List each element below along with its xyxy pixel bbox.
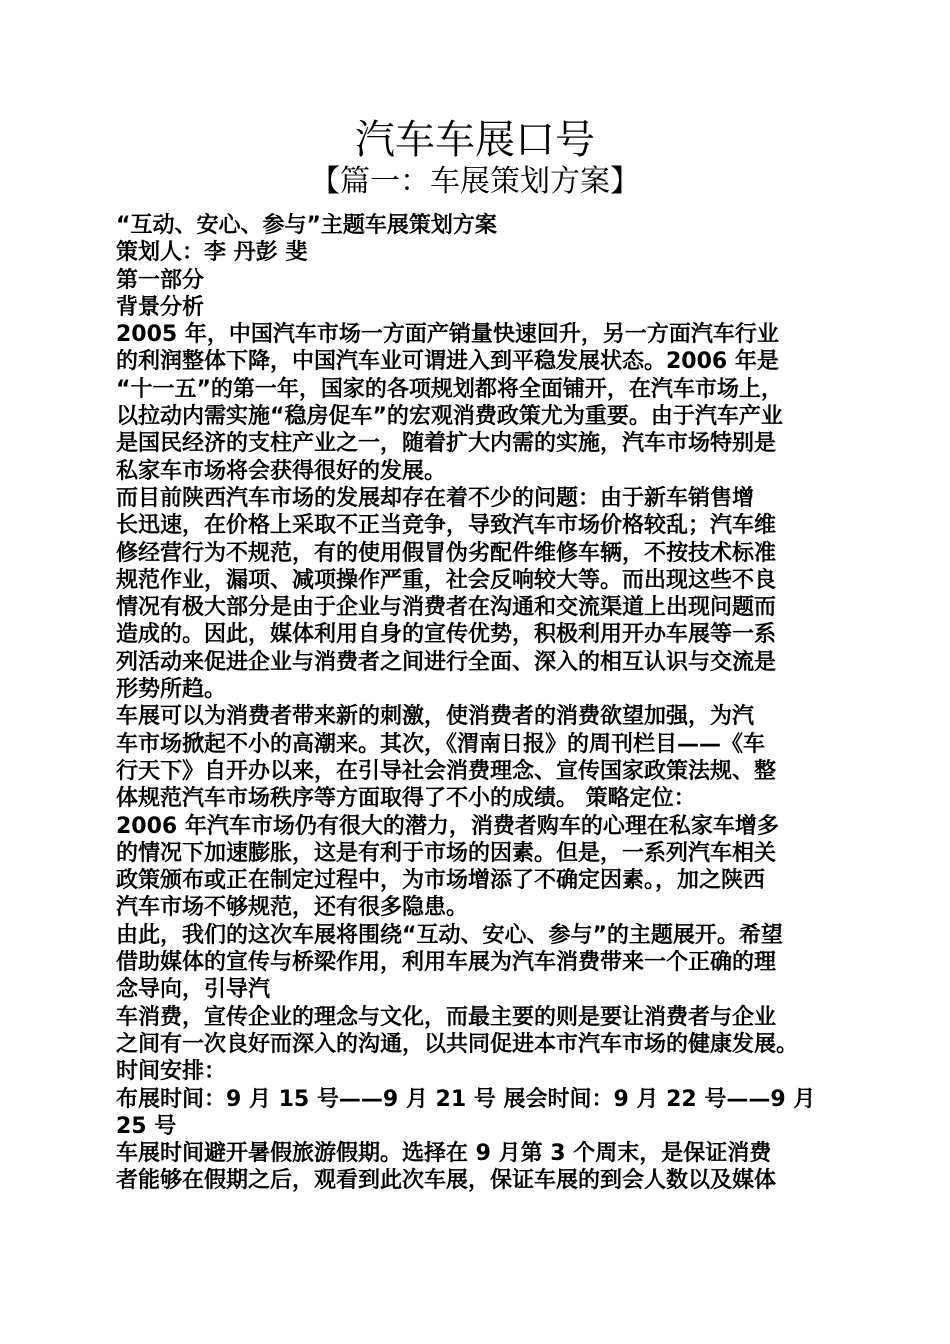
text-line: 车市场掀起不小的高潮来。其次，《渭南日报》的周刊栏目——《车 <box>116 731 766 757</box>
text-line: 25 号 <box>116 1113 177 1139</box>
text-line: 时间安排： <box>116 1059 227 1085</box>
document-body <box>116 212 856 1195</box>
text-line: 车消费，宣传企业的理念与文化，而最主要的则是要让消费者与企业 <box>116 1004 777 1030</box>
text-line: 体规范汽车市场秩序等方面取得了不小的成绩。 策略定位： <box>116 786 696 812</box>
text-line: 车展时间避开暑假旅游假期。选择在 9 月第 3 个周末，是保证消费 <box>116 1141 772 1167</box>
text-line: 私家车市场将会获得很好的发展。 <box>116 458 447 484</box>
text-line: 修经营行为不规范，有的使用假冒伪劣配件维修车辆，不按技术标准 <box>116 540 777 566</box>
text-line: 规范作业，漏项、减项操作严重，社会反响较大等。而出现这些不良 <box>116 567 777 593</box>
text-line: 以拉动内需实施“稳房促车”的宏观消费政策尤为重要。由于汽车产业 <box>116 404 783 430</box>
text-line: 2005 年，中国汽车市场一方面产销量快速回升，另一方面汽车行业 <box>116 322 779 348</box>
text-line: 者能够在假期之后，观看到此次车展，保证车展的到会人数以及媒体 <box>116 1168 777 1194</box>
text-line: 行天下》自开办以来，在引导社会消费理念、宣传国家政策法规、整 <box>116 758 777 784</box>
text-line: 背景分析 <box>116 294 205 320</box>
text-line: 是国民经济的支柱产业之一，随着扩大内需的实施，汽车市场特别是 <box>116 431 777 457</box>
text-line: 念导向，引导汽 <box>116 977 271 1003</box>
text-line: 而目前陕西汽车市场的发展却存在着不少的问题：由于新车销售增 <box>116 485 755 511</box>
document-subtitle: 【篇一：车展策划方案】 <box>310 164 640 199</box>
text-line: “互动、安心、参与”主题车展策划方案 <box>116 213 497 238</box>
text-line: 布展时间：9 月 15 号——9 月 21 号 展会时间：9 月 22 号——9 月 <box>116 1086 816 1112</box>
text-line: 汽车市场不够规范，还有很多隐患。 <box>116 895 469 921</box>
text-line: 2006 年汽车市场仍有很大的潜力，消费者购车的心理在私家车增多 <box>116 813 779 839</box>
text-line: 的情况下加速膨胀，这是有利于市场的因素。但是，一系列汽车相关 <box>116 840 777 866</box>
text-line: 车展可以为消费者带来新的刺激，使消费者的消费欲望加强，为汽 <box>116 704 755 730</box>
text-line: 列活动来促进企业与消费者之间进行全面、深入的相互认识与交流是 <box>116 649 777 675</box>
text-line: 形势所趋。 <box>116 677 227 703</box>
text-line: 由此，我们的这次车展将围绕“互动、安心、参与”的主题展开。希望 <box>116 922 783 948</box>
text-line: 之间有一次良好而深入的沟通，以共同促进本市汽车市场的健康发展。 <box>116 1031 799 1057</box>
text-line: 策划人：李 丹彭 斐 <box>116 240 308 266</box>
text-line: 情况有极大部分是由于企业与消费者在沟通和交流渠道上出现问题而 <box>116 595 777 621</box>
text-line: 造成的。因此，媒体利用自身的宣传优势，积极利用开办车展等一系 <box>116 622 777 648</box>
text-line: 政策颁布或正在制定过程中，为市场增添了不确定因素。，加之陕西 <box>116 868 766 894</box>
text-line: 的利润整体下降，中国汽车业可谓进入到平稳发展状态。2006 年是 <box>116 349 779 375</box>
text-line: 长迅速，在价格上采取不正当竞争，导致汽车市场价格较乱；汽车维 <box>116 513 777 539</box>
text-line: 第一部分 <box>116 267 205 293</box>
text-line: “十一五”的第一年，国家的各项规划都将全面铺开，在汽车市场上， <box>116 376 783 402</box>
document-title: 汽车车展口号 <box>355 117 595 163</box>
text-line: 借助媒体的宣传与桥梁作用，利用车展为汽车消费带来一个正确的理 <box>116 950 777 976</box>
